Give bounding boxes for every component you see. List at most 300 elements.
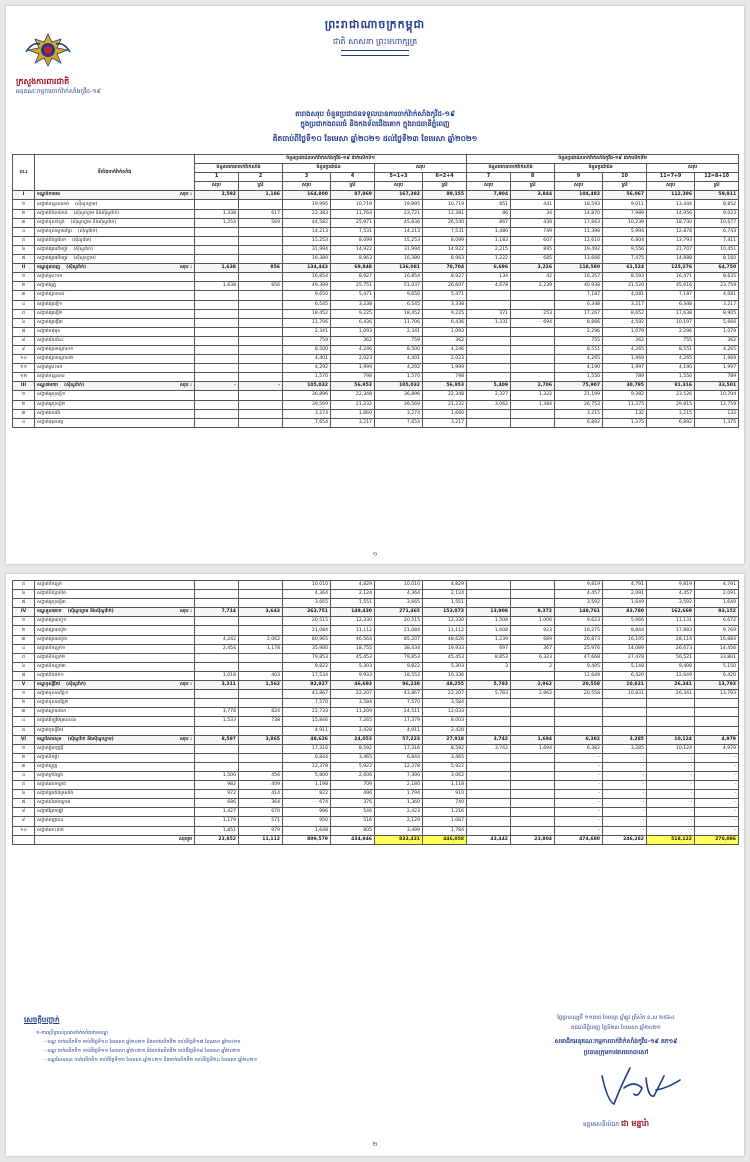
value-cell: 59,911 (695, 191, 739, 200)
location-name: សង្កាត់ពញាពន់ (37, 818, 64, 824)
value-cell: 4,401 (375, 355, 423, 364)
location-name: សង្កាត់ទឹកល្អក់២ (37, 654, 66, 660)
value-cell: 6,382 (555, 735, 603, 744)
value-cell (511, 409, 555, 418)
value-cell: 2,428 (423, 726, 467, 735)
value-cell: 2 (511, 662, 555, 671)
value-cell: 789 (695, 373, 739, 382)
value-cell: 48,255 (423, 681, 467, 690)
notes-heading: សេចក្ដីបញ្ជាក់ (24, 1016, 60, 1024)
value-cell: 105,032 (375, 382, 423, 391)
value-cell: 1,694 (511, 744, 555, 753)
location-name: សង្កាត់ផ្សារកណ្ដាល២ (37, 356, 74, 362)
value-cell: 607 (511, 236, 555, 245)
value-cell: 3,865 (239, 735, 283, 744)
value-cell: 112,396 (647, 191, 695, 200)
value-cell: 856 (239, 264, 283, 273)
row-number: ១ (13, 617, 35, 626)
vaccine-type: (ស៊ីណូវ៉ាក់) (66, 682, 87, 688)
value-cell (467, 409, 511, 418)
value-cell: 4,364 (375, 590, 423, 599)
value-cell: 42 (511, 273, 555, 282)
value-cell: 4,364 (283, 590, 331, 599)
value-cell: 11,112 (331, 626, 375, 635)
table-row (13, 799, 739, 808)
row-number: ២ (13, 699, 35, 708)
value-cell: 6,696 (467, 264, 511, 273)
ministry-name: ក្រសួងការពារជាតិ (16, 77, 70, 86)
value-cell: 7,904 (467, 191, 511, 200)
location-name: សង្កាត់ចតុមុខ (37, 328, 61, 334)
note-line: - ខណ្ឌ ចាក់លើកទី១ ចាប់ពីថ្ងៃទី១០ ខែមេសា ឆ្នាំ២០២១ និងចាក់លើកទី២ ចាប់ពីថ្ងៃទី១៧ ខែមេសា ឆ្នាំ២០២១ (44, 1040, 241, 1045)
table-row (13, 245, 739, 254)
value-cell (195, 699, 239, 708)
value-cell: 10,719 (331, 200, 375, 209)
value-cell (239, 599, 283, 608)
value-cell: 867 (467, 218, 511, 227)
value-cell (195, 373, 239, 382)
value-cell (195, 345, 239, 354)
value-cell: - (603, 771, 647, 780)
value-cell (511, 817, 555, 826)
value-cell: 19,492 (555, 245, 603, 254)
value-cell: 10,124 (647, 744, 695, 753)
value-cell: 496 (331, 790, 375, 799)
value-cell: 2,023 (331, 355, 375, 364)
value-cell: 14,922 (331, 245, 375, 254)
location-name: សង្កាត់បឹងត្របែក (37, 237, 67, 243)
row-number: ៥ (13, 581, 35, 590)
location-name: សង្កាត់ទន្លេសាប (37, 374, 65, 380)
value-cell: 21,084 (375, 626, 423, 635)
value-cell: 1,079 (603, 327, 647, 336)
value-cell: 6,348 (647, 300, 695, 309)
value-cell: - (603, 808, 647, 817)
value-cell (467, 753, 511, 762)
value-cell: 17,863 (555, 218, 603, 227)
value-cell: 979 (239, 826, 283, 835)
value-cell: 10,197 (647, 318, 695, 327)
value-cell: 4,242 (195, 635, 239, 644)
value-cell: 709 (331, 781, 375, 790)
note-line: - ខណ្ឌសែនសុខ ចាក់លើកទី១ ចាប់ពីថ្ងៃទី១២ ខែមេសា ឆ្នាំ២០២១ និងចាក់លើកទី២ ចាប់ពីថ្ងៃទី២០ ខែមេសា ឆ្នាំ២០២១ (44, 1058, 258, 1063)
total-spacer (13, 835, 35, 844)
value-cell: 414 (239, 790, 283, 799)
value-cell (239, 327, 283, 336)
value-cell: 17,267 (555, 309, 603, 318)
lunar-date: ថ្ងៃព្រហស្បតិ៍ ១១រោច ខែចេត្រ ឆ្នាំឆ្លូវ ត្រីស័ក ព.ស ២៥៦៤ (557, 1015, 675, 1021)
grand-total-cell: 474,680 (555, 835, 603, 844)
value-cell: 43,867 (283, 690, 331, 699)
value-cell: 10,239 (603, 218, 647, 227)
value-cell: 1,997 (695, 364, 739, 373)
value-cell: 1,338 (195, 209, 239, 218)
value-cell: 1,186 (239, 191, 283, 200)
value-cell: 2,706 (511, 382, 555, 391)
value-cell (467, 599, 511, 608)
table-row (13, 671, 739, 680)
value-cell: 5,148 (603, 662, 647, 671)
table-row (13, 590, 739, 599)
value-cell: 18,755 (331, 644, 375, 653)
value-cell: 10,451 (695, 245, 739, 254)
value-cell: 2,423 (375, 808, 423, 817)
grand-total-cell-highlighted: 518,122 (647, 835, 695, 844)
table-row (13, 581, 739, 590)
value-cell (511, 291, 555, 300)
grand-total-cell: 23,804 (511, 835, 555, 844)
value-cell: 546 (331, 808, 375, 817)
value-cell: 950 (283, 817, 331, 826)
value-cell (467, 771, 511, 780)
value-cell (555, 699, 603, 708)
location-name: ខណ្ឌចំការមន (37, 192, 61, 198)
value-cell: 4,911 (283, 726, 331, 735)
value-cell: 20,515 (283, 617, 331, 626)
value-cell (195, 726, 239, 735)
value-cell: 5,303 (423, 662, 467, 671)
value-cell: 1,570 (283, 373, 331, 382)
value-cell: 22,733 (283, 708, 331, 717)
value-cell: 16,275 (555, 626, 603, 635)
table-row (13, 690, 739, 699)
value-cell: 17,638 (647, 309, 695, 318)
value-cell (195, 236, 239, 245)
value-cell (467, 300, 511, 309)
value-cell: 12,610 (555, 236, 603, 245)
value-cell: 9,650 (283, 291, 331, 300)
value-cell: 16,357 (555, 273, 603, 282)
value-cell: 3,285 (603, 744, 647, 753)
value-cell: 2,341 (375, 327, 423, 336)
row-number: ៣ (13, 708, 35, 717)
location-cell (35, 318, 195, 327)
value-cell: 3 (467, 662, 511, 671)
value-cell: 1,660 (331, 409, 375, 418)
value-cell (467, 345, 511, 354)
value-cell: 39,569 (283, 400, 331, 409)
location-cell (35, 418, 195, 427)
value-cell: 47,668 (555, 653, 603, 662)
table-row (13, 753, 739, 762)
value-cell: 1,562 (239, 681, 283, 690)
row-number: ៧ (13, 799, 35, 808)
row-number: ៤ (13, 644, 35, 653)
value-cell: 6,892 (647, 418, 695, 427)
value-cell (511, 355, 555, 364)
value-cell: 1,999 (423, 364, 467, 373)
location-name: ខណ្ឌឫស្សីកែវ (37, 682, 61, 688)
value-cell: 23,759 (695, 282, 739, 291)
location-cell (35, 626, 195, 635)
value-cell: 12,649 (555, 671, 603, 680)
location-cell (35, 345, 195, 354)
value-cell: 5,922 (331, 762, 375, 771)
value-cell: 1,533 (195, 717, 239, 726)
value-cell: 10,010 (375, 581, 423, 590)
col-header-dose2: ចំនួនប្រជាជនចាក់វ៉ាក់សាំងកូវីដ-១៩ ដាក់លើកទី២ (467, 155, 739, 164)
location-name: ខណ្ឌសែនសុខ (37, 736, 62, 742)
value-cell: 851 (467, 200, 511, 209)
row-number: ៦ (13, 590, 35, 599)
col-unit: សរុប (195, 182, 239, 191)
value-cell: 362 (695, 336, 739, 345)
table-row (13, 327, 739, 336)
value-cell (195, 690, 239, 699)
location-name: សង្កាត់ភ្នំពេញថ្មី (37, 745, 64, 751)
table-row (13, 708, 739, 717)
value-cell: 674 (283, 799, 331, 808)
value-cell (511, 826, 555, 835)
value-cell (239, 744, 283, 753)
value-cell: 1,331 (467, 318, 511, 327)
value-cell: 134 (467, 273, 511, 282)
signer-role-2: ប្រធានក្រុមការងារយោធាសៅ (583, 1049, 649, 1056)
value-cell (467, 708, 511, 717)
value-cell: 26,873 (555, 635, 603, 644)
signer-name-line (506, 1118, 726, 1130)
value-cell: 8,003 (423, 717, 467, 726)
value-cell: 18,593 (555, 200, 603, 209)
row-number: ៤ (13, 300, 35, 309)
location-cell (35, 771, 195, 780)
value-cell: 5,666 (695, 318, 739, 327)
value-cell: 10,677 (695, 218, 739, 227)
value-cell: - (603, 826, 647, 835)
value-cell: 19,995 (375, 200, 423, 209)
value-cell: - (603, 799, 647, 808)
location-cell (35, 653, 195, 662)
row-number: ៨ (13, 808, 35, 817)
value-cell: 25,971 (331, 218, 375, 227)
value-cell: 2,124 (423, 590, 467, 599)
value-cell: 2,239 (511, 282, 555, 291)
value-cell: 8,927 (331, 273, 375, 282)
value-cell (239, 309, 283, 318)
value-cell: 362 (423, 336, 467, 345)
value-cell (467, 781, 511, 790)
location-cell (35, 373, 195, 382)
value-cell: 8,593 (603, 273, 647, 282)
value-cell: 4,678 (467, 282, 511, 291)
table-row (13, 355, 739, 364)
value-cell: 16,854 (375, 273, 423, 282)
table-row (13, 318, 739, 327)
value-cell: 3,499 (375, 826, 423, 835)
location-cell (35, 200, 195, 209)
value-cell: 2,296 (647, 327, 695, 336)
value-cell: 75,907 (555, 382, 603, 391)
value-cell: 6,382 (555, 744, 603, 753)
location-name: សង្កាត់បឹងកក់១ (37, 672, 64, 678)
location-cell (35, 699, 195, 708)
location-name: សង្កាត់គោកឃ្លាង (37, 782, 67, 788)
row-number: ៧ (13, 255, 35, 264)
location-name: សង្កាត់ទួលស្វាយព្រៃ (37, 228, 72, 234)
row-number: ៤ (13, 717, 35, 726)
value-cell: 6,420 (695, 671, 739, 680)
value-cell: 56,953 (423, 382, 467, 391)
value-cell (239, 753, 283, 762)
location-cell (35, 690, 195, 699)
col-header-no: ល.រ (13, 155, 35, 191)
location-cell (35, 826, 195, 835)
value-cell: - (555, 762, 603, 771)
district-total-row (13, 735, 739, 744)
value-cell (467, 336, 511, 345)
location-cell (35, 273, 195, 282)
col-unit: សរុប (555, 182, 603, 191)
value-cell: 670 (239, 808, 283, 817)
value-cell: 2,180 (375, 781, 423, 790)
location-name: សង្កាត់វាលវង់ (37, 410, 61, 416)
value-cell: 4,911 (375, 726, 423, 735)
row-number: ៩ (13, 345, 35, 354)
value-cell: 7,265 (331, 717, 375, 726)
value-cell (511, 808, 555, 817)
value-cell: 7,300 (375, 771, 423, 780)
value-cell: 83,780 (603, 608, 647, 617)
value-cell: 49,399 (283, 282, 331, 291)
ornament-divider (341, 50, 409, 56)
value-cell: 1,360 (375, 799, 423, 808)
district-total-row (13, 608, 739, 617)
value-cell: 7,531 (331, 227, 375, 236)
table-row (13, 373, 739, 382)
value-cell: - (555, 799, 603, 808)
value-cell: 2,454 (195, 644, 239, 653)
value-cell: 21,232 (331, 400, 375, 409)
value-cell: 118,580 (555, 264, 603, 273)
value-cell: 798 (331, 373, 375, 382)
value-cell (467, 699, 511, 708)
table-row (13, 227, 739, 236)
value-cell (195, 364, 239, 373)
value-cell: 4,829 (423, 581, 467, 590)
row-number: ៦ (13, 790, 35, 799)
sub-header-military: ចំនួនយោធាចាក់វ៉ាក់សាំង (467, 164, 555, 173)
value-cell: 4,979 (695, 735, 739, 744)
value-cell (239, 626, 283, 635)
value-cell: 1,118 (423, 781, 467, 790)
value-cell: 14,870 (555, 209, 603, 218)
table-row (13, 644, 739, 653)
col-unit: ស្រី (695, 182, 739, 191)
row-number: I (13, 191, 35, 200)
table-row (13, 409, 739, 418)
value-cell: 3,217 (695, 300, 739, 309)
value-cell: 6,545 (375, 300, 423, 309)
value-cell: 9,011 (603, 200, 647, 209)
value-cell: 1,178 (239, 644, 283, 653)
subtotal-label: សរុប : (179, 736, 192, 742)
value-cell: 4,265 (555, 355, 603, 364)
value-cell: 910 (423, 790, 467, 799)
subtotal-label: សរុប : (179, 609, 192, 615)
value-cell: 26,607 (423, 282, 467, 291)
table-row (13, 400, 739, 409)
page-number: ២ (372, 1141, 378, 1148)
value-cell: 1,500 (195, 771, 239, 780)
col-number: 9 (555, 173, 603, 182)
value-cell: 19,933 (423, 644, 467, 653)
value-cell: 3,311 (195, 681, 239, 690)
value-cell: 2,129 (375, 817, 423, 826)
value-cell: 25,976 (555, 644, 603, 653)
subtotal-label: សរុប : (179, 192, 192, 198)
row-number: ៣ (13, 762, 35, 771)
table-row (13, 726, 739, 735)
value-cell: 409 (239, 781, 283, 790)
value-cell (511, 708, 555, 717)
value-cell (195, 653, 239, 662)
location-cell (35, 255, 195, 264)
value-cell: - (555, 808, 603, 817)
value-cell: 39,569 (375, 400, 423, 409)
value-cell: 162,669 (647, 608, 695, 617)
value-cell (603, 699, 647, 708)
value-cell: 8,160 (695, 255, 739, 264)
value-cell: 1,480 (467, 227, 511, 236)
value-cell (511, 373, 555, 382)
value-cell: 14,956 (647, 209, 695, 218)
value-cell: - (695, 790, 739, 799)
value-cell: 5,150 (695, 662, 739, 671)
vaccine-type: (ស៊ីណូហ្វាម និងស៊ីណូវ៉ាក់) (67, 609, 114, 615)
location-cell (35, 735, 195, 744)
row-number: ១ (13, 744, 35, 753)
value-cell: - (555, 781, 603, 790)
value-cell: 164,800 (283, 191, 331, 200)
row-number: ១០ (13, 355, 35, 364)
location-name: សង្កាត់ផ្សារដេប៉ូ២ (37, 627, 67, 633)
value-cell (195, 762, 239, 771)
value-cell: 132 (695, 409, 739, 418)
value-cell: 2,023 (423, 355, 467, 364)
col-number: 12=8+10 (695, 173, 739, 182)
value-cell: 824 (239, 708, 283, 717)
value-cell: 6,892 (555, 418, 603, 427)
value-cell: 617 (239, 209, 283, 218)
row-number: ១ (13, 690, 35, 699)
value-cell: 6,672 (695, 617, 739, 626)
value-cell: 8,592 (423, 744, 467, 753)
value-cell: 24,511 (375, 708, 423, 717)
value-cell: 11,706 (375, 318, 423, 327)
value-cell (239, 236, 283, 245)
location-cell (35, 608, 195, 617)
row-number: ៦ (13, 318, 35, 327)
value-cell: 1,384 (511, 400, 555, 409)
value-cell (647, 726, 695, 735)
table-row (13, 635, 739, 644)
location-cell (35, 808, 195, 817)
value-cell (695, 717, 739, 726)
value-cell: 1,222 (467, 255, 511, 264)
value-cell: 7,570 (283, 699, 331, 708)
value-cell: 982 (195, 781, 239, 790)
value-cell: - (555, 771, 603, 780)
value-cell: 56,067 (603, 191, 647, 200)
value-cell: 10,010 (283, 581, 331, 590)
value-cell: 798 (423, 373, 467, 382)
value-cell: 11,209 (331, 708, 375, 717)
value-cell: 7,570 (375, 699, 423, 708)
value-cell: 8,500 (375, 345, 423, 354)
value-cell: 4,246 (423, 345, 467, 354)
location-name: សង្កាត់បឹងកេងកង (37, 210, 68, 216)
value-cell: - (603, 781, 647, 790)
